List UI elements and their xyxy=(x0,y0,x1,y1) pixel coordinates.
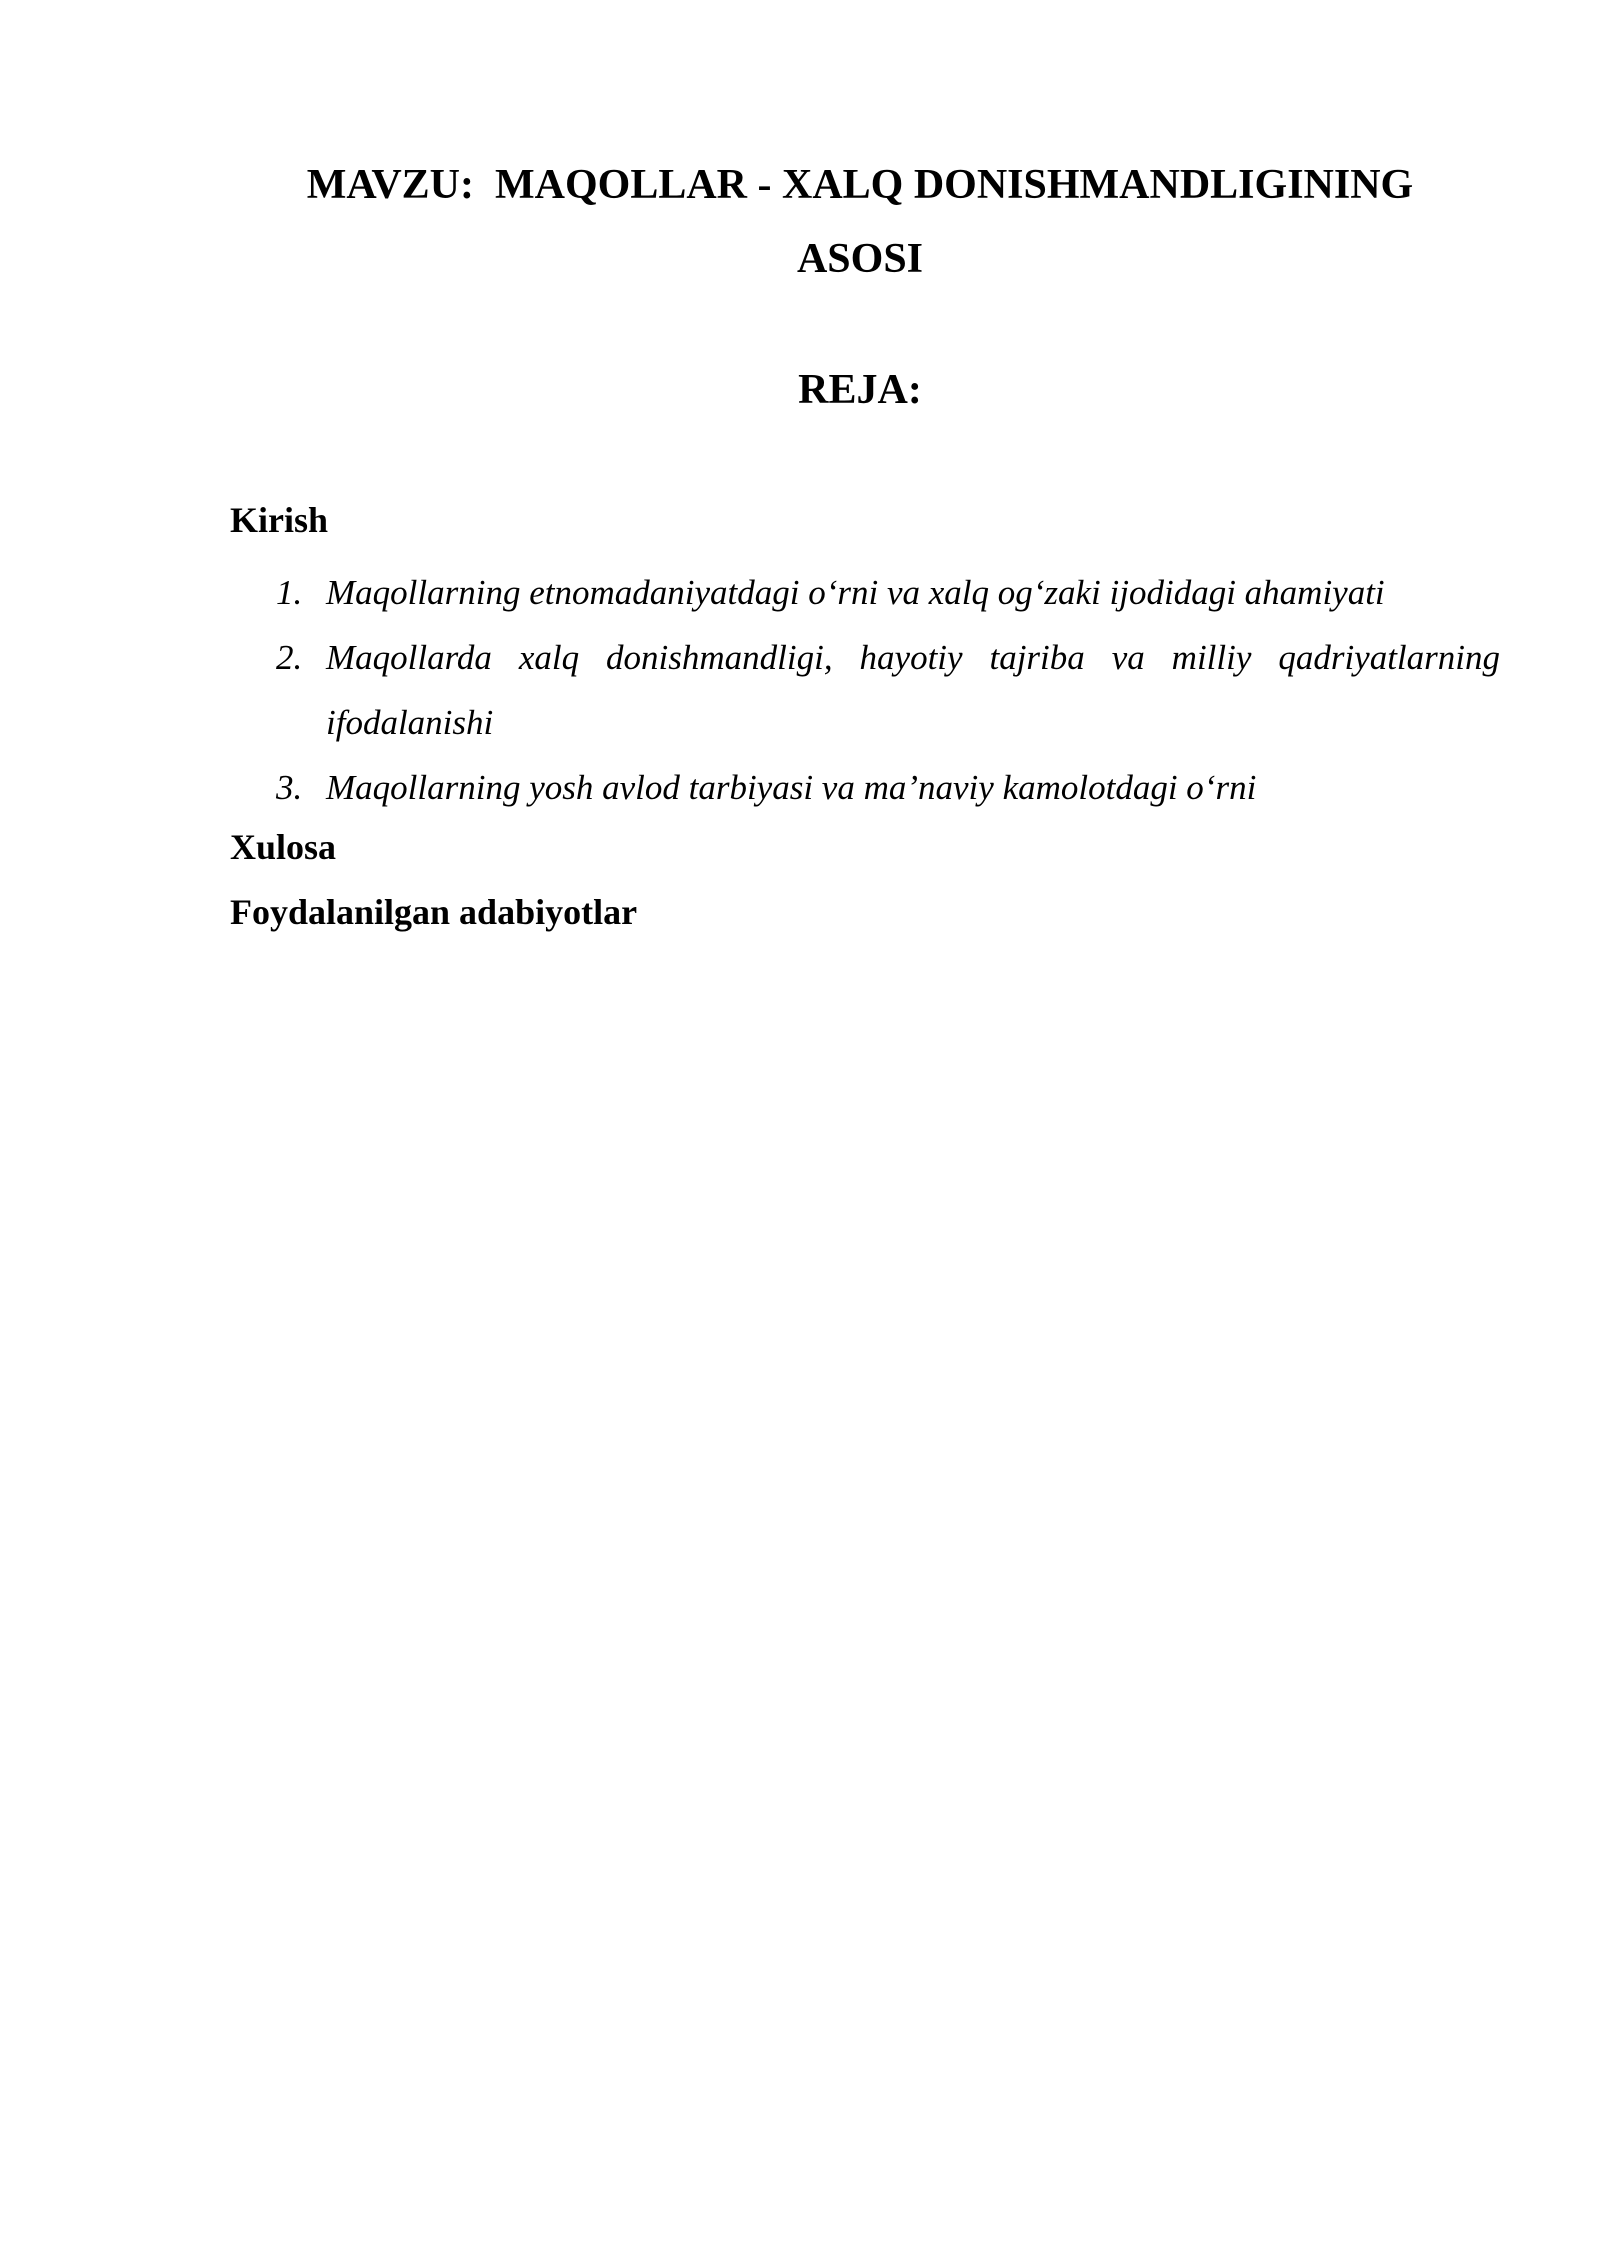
plan-heading: REJA: xyxy=(798,367,922,413)
plan-item xyxy=(276,755,1500,820)
section-intro: Kirish xyxy=(230,500,329,540)
plan-item-number: 2. xyxy=(276,638,303,677)
plan-item xyxy=(276,560,1500,625)
page-title: MAVZU: MAQOLLAR - XALQ DONISHMANDLIGINING ASOSI xyxy=(306,162,1414,282)
section-conclusion: Xulosa xyxy=(230,827,337,867)
plan-item-number: 1. xyxy=(276,573,303,612)
plan-item-text: Maqollarning yosh avlod tarbiyasi va ma’naviy kamolotdagi o‘rni xyxy=(326,768,1257,807)
plan-item-text: Maqollarda xalq donishmandligi, hayotiy tajriba va milliy qadriyatlarning ifodalanishi xyxy=(326,638,1500,742)
section-references: Foydalanilgan adabiyotlar xyxy=(230,892,638,932)
plan-list xyxy=(276,560,1500,820)
plan-item-text: Maqollarning etnomadaniyatdagi o‘rni va xalq og‘zaki ijodidagi ahamiyati xyxy=(326,573,1385,612)
plan-item xyxy=(276,625,1500,755)
plan-item-number: 3. xyxy=(276,768,303,807)
